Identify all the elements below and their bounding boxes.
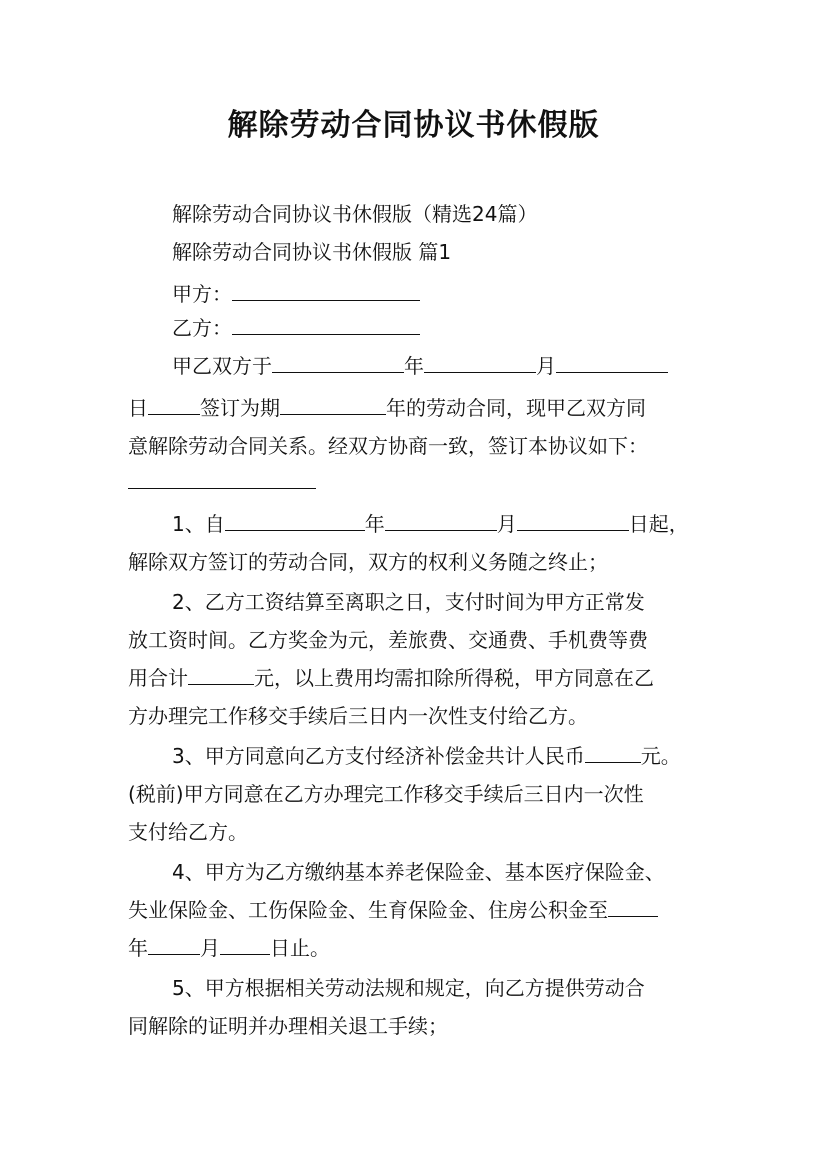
party-a-line [172,282,420,306]
clause-text: 月 [200,936,220,960]
document-title: 解除劳动合同协议书休假版 [227,108,600,143]
clause-4-line-3 [128,936,330,960]
clause-text: 3、甲方同意向乙方支付经济补偿金共计人民币 [172,744,585,768]
blank [424,354,536,373]
clause-text: 日起， [628,512,689,536]
party-a-blank [232,282,420,301]
clause-1-line-1 [172,512,689,536]
blank [517,512,629,531]
clause-5-line-2: 同解除的证明并办理相关退工手续； [128,1014,448,1038]
collection-heading: 解除劳动合同协议书休假版（精选24篇） [172,202,538,226]
party-a-label: 甲方： [172,282,232,306]
clause-3-line-2: (税前)甲方同意在乙方办理完工作移交手续后三日内一次性 [128,782,644,806]
blank [585,744,641,763]
clause-2-line-1: 2、乙方工资结算至离职之日，支付时间为甲方正常发 [172,590,645,614]
blank [608,898,658,917]
clause-text: 日止。 [270,936,330,960]
blank [148,936,200,955]
clause-4-line-2 [128,898,658,922]
blank [148,396,200,415]
party-b-line [172,316,420,340]
clause-text: 元，以上费用均需扣除所得税，甲方同意在乙 [254,666,654,690]
blank [385,512,497,531]
intro-text: 签订为期 [200,396,280,420]
blank [225,512,365,531]
part-heading: 解除劳动合同协议书休假版 篇1 [172,240,452,264]
clause-text: 年 [364,512,385,536]
clause-1-line-2: 解除双方签订的劳动合同，双方的权利义务随之终止； [128,550,608,574]
intro-text: 月 [536,354,556,378]
clause-2-line-2: 放工资时间。乙方奖金为元，差旅费、交通费、手机费等费 [128,628,648,652]
intro-line-1 [172,354,668,378]
clause-3-line-1 [172,744,681,768]
intro-text: 年的劳动合同，现甲乙双方同 [386,396,646,420]
clause-text: 月 [496,512,517,536]
intro-line-2 [128,396,646,420]
clause-4-line-1: 4、甲方为乙方缴纳基本养老保险金、基本医疗保险金、 [172,860,665,884]
blank [272,354,404,373]
party-b-blank [232,316,420,335]
clause-text: 年 [128,936,148,960]
blank [556,354,668,373]
intro-text: 日 [128,396,148,420]
intro-text: 甲乙双方于 [172,354,272,378]
clause-text: 1、自 [172,512,225,536]
blank [128,470,316,489]
clause-3-line-3: 支付给乙方。 [128,820,248,844]
party-b-label: 乙方： [172,316,232,340]
blank [188,666,254,685]
intro-line-3: 意解除劳动合同关系。经双方协商一致，签订本协议如下： [128,434,648,458]
clause-text: 用合计 [128,666,188,690]
clause-text: 元。 [640,744,681,768]
clause-text: 失业保险金、工伤保险金、生育保险金、住房公积金至 [128,898,608,922]
clause-2-line-4: 方办理完工作移交手续后三日内一次性支付给乙方。 [128,704,588,728]
intro-text: 年 [404,354,424,378]
clause-2-line-3 [128,666,654,690]
blank [280,396,386,415]
clause-5-line-1: 5、甲方根据相关劳动法规和规定，向乙方提供劳动合 [172,976,645,1000]
intro-line-4 [128,470,316,494]
blank [220,936,270,955]
